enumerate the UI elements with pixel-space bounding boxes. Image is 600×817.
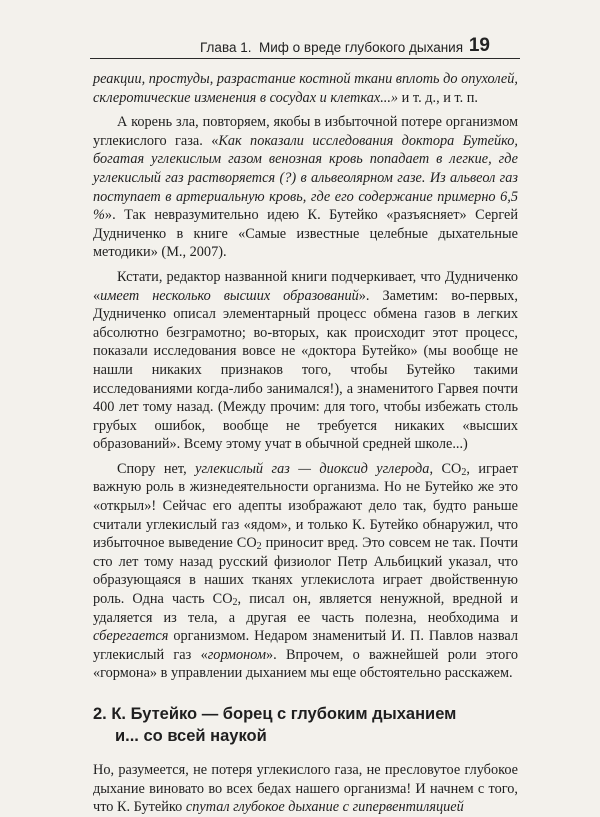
- section-heading: [93, 703, 518, 747]
- p4-text-f: организмом. Недаром знаменитый И. П. Павлов назвал углекислый газ «: [93, 628, 518, 663]
- p2-quote-italic: Как показали исследования доктора Бутейко, богатая углекислым газом венозная кровь попадает в легкие, где углекислый газ растворяется (?) в альвеолярном газе. Из альвеол газ поступает в артериальную кровь, где его содержание примерно 6,5 %: [93, 132, 518, 224]
- page-number: 19: [468, 35, 490, 56]
- p4-italic-2: сберегается: [93, 628, 169, 645]
- page-body: [93, 70, 518, 817]
- p4-text-g: ». Впрочем, о важнейшей роли этого «гормона» в управлении дыханием мы еще обстоятельно расскажем.: [93, 646, 518, 682]
- p4-subscript-2: 2: [256, 541, 262, 553]
- p4-subscript-1: 2: [461, 466, 467, 478]
- p3-text-b: ». Заметим: во-первых, Дудниченко описал элементарный процесс обмена газов в легких абсолютно безграмотно; во-вторых, как происходит этот процесс, показали исследования вовсе не «доктора Бутейко» (мы вообще не нашли никаких признаков того, чтобы Бутейко такими исследованиями когда-либо занимался!), а знаменитого Гарвея почти 400 лет тому назад. (Между прочим: для того, чтобы избежать столь грубых ошибок, вообще не требуется никаких «высших образований». Всему этому учат в обычной средней школе...): [93, 287, 518, 453]
- quote-italic: реакции, простуды, разрастание костной ткани вплоть до опухолей, склеротические изменения в сосудах и клетках...»: [93, 71, 518, 106]
- p5-italic: спутал глубокое дыхание с гипервентиляцией: [185, 799, 464, 816]
- p4-subscript-3: 2: [232, 597, 238, 609]
- paragraph-1: [93, 70, 518, 107]
- p4-text-b: , CO: [429, 460, 462, 477]
- section-heading-line-1: 2. К. Бутейко — борец с глубоким дыханием: [93, 705, 457, 723]
- p4-text-a: Спору нет,: [117, 460, 196, 477]
- p4-text-e: , писал он, является ненужной, вредной и удаляется из тела, а другая ее часть полезна, необходима и: [93, 591, 518, 626]
- chapter-title: Миф о вреде глубокого дыхания: [259, 40, 464, 55]
- running-header: [0, 34, 600, 62]
- paragraph-5: [93, 761, 518, 817]
- p4-text-c: , играет важную роль в жизнедеятельности организма. Но не Бутейко же это «открыл»! Сейчас его адепты изображают дело так, будто раньше считали углекислый газ «ядом», и только К. Бутейко обнаружил, что избыточное выведение CO: [93, 460, 518, 552]
- paragraph-3: [93, 268, 518, 454]
- p3-quote-italic: имеет несколько высших образований: [100, 287, 359, 304]
- p4-text-d: приносит вред. Это совсем не так. Почти сто лет тому назад русский физиолог Петр Альбицкий указал, что образующаяся в наших тканях углекислота играет двойственную роль. Одна часть CO: [93, 535, 519, 608]
- p2-text-b: ». Так невразумительно идею К. Бутейко «разъясняет» Сергей Дудниченко в книге «Самые известные целебные дыхательные методики» (М., 2007).: [93, 207, 518, 261]
- header-rule: [90, 58, 520, 59]
- section-heading-line-2: и... со всей наукой: [115, 727, 267, 745]
- chapter-label: Глава 1.: [200, 40, 252, 55]
- p4-italic-3: гормоном: [207, 646, 266, 663]
- paragraph-4: [93, 460, 518, 683]
- p3-text-a: Кстати, редактор названной книги подчеркивает, что Дудниченко «: [93, 268, 518, 304]
- p2-text-a: А корень зла, повторяем, якобы в избыточной потере организмом углекислого газа. «: [93, 114, 518, 149]
- header-title: [200, 40, 463, 55]
- p5-text-a: Но, разумеется, не потеря углекислого газа, не пресловутое глубокое дыхание виновато во всех бедах нашего организма! И начнем с того, что К. Бутейко: [93, 762, 518, 816]
- paragraph-2: [93, 113, 518, 262]
- paragraph-1-tail: и т. д., и т. п.: [398, 89, 478, 106]
- p4-italic-1: углекислый газ — диоксид углерода: [195, 460, 430, 477]
